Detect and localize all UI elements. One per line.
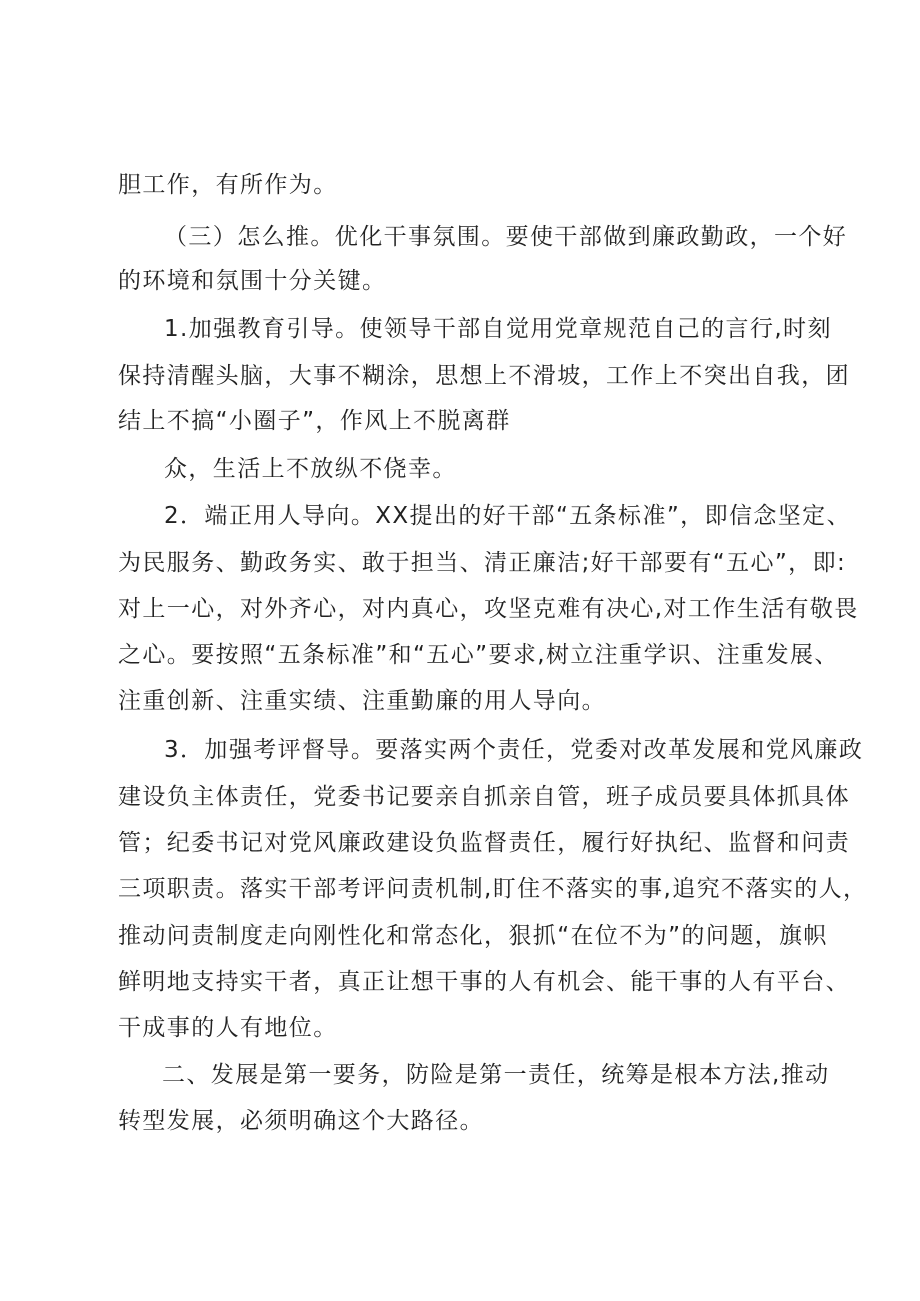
text-line: 转型发展，必须明确这个大路径。 bbox=[118, 1108, 484, 1134]
text-line: 众，生活上不放纵不侥幸。 bbox=[164, 456, 457, 482]
text-line: 管；纪委书记对党风廉政建设负监督责任，履行好执纪、监督和问责 bbox=[118, 830, 850, 856]
text-line: 为民服务、勤政务实、敢于担当、清正廉洁;好干部要有“五心”，即: bbox=[118, 550, 847, 576]
text-line: 干成事的人有地位。 bbox=[118, 1015, 338, 1041]
text-line: 结上不搞“小圈子”，作风上不脱离群 bbox=[118, 408, 511, 434]
text-line: 胆工作，有所作为。 bbox=[118, 172, 338, 198]
section-heading: 二、发展是第一要务，防险是第一责任，统筹是根本方法,推动 bbox=[162, 1062, 830, 1088]
text-line: 鲜明地支持实干者，真正让想干事的人有机会、能干事的人有平台、 bbox=[118, 969, 850, 995]
text-line: 三项职责。落实干部考评问责机制,盯住不落实的事,追究不落实的人， bbox=[118, 876, 868, 902]
section-heading: （三）怎么推。优化干事氛围。要使干部做到廉政勤政，一个好 bbox=[164, 224, 848, 250]
list-item-heading: 1.加强教育引导。使领导干部自觉用党章规范自己的言行,时刻 bbox=[164, 316, 832, 342]
text-line: 的环境和氛围十分关键。 bbox=[118, 268, 387, 294]
text-line: 之心。要按照“五条标准”和“五心”要求,树立注重学识、注重发展、 bbox=[118, 642, 839, 668]
text-line: 注重创新、注重实绩、注重勤廉的用人导向。 bbox=[118, 688, 606, 714]
list-item-heading: 2．端正用人导向。XX提出的好干部“五条标准”，即信念坚定、 bbox=[164, 503, 851, 529]
text-line: 对上一心，对外齐心，对内真心，攻坚克难有决心,对工作生活有敬畏 bbox=[118, 596, 859, 622]
text-line: 保持清醒头脑，大事不糊涂，思想上不滑坡，工作上不突出自我，团 bbox=[118, 363, 850, 389]
list-item-heading: 3．加强考评督导。要落实两个责任，党委对改革发展和党风廉政 bbox=[164, 737, 864, 763]
text-line: 建设负主体责任，党委书记要亲自抓亲自管，班子成员要具体抓具体 bbox=[118, 784, 850, 810]
text-line: 推动问责制度走向刚性化和常态化，狠抓“在位不为”的问题，旗帜 bbox=[118, 923, 828, 949]
